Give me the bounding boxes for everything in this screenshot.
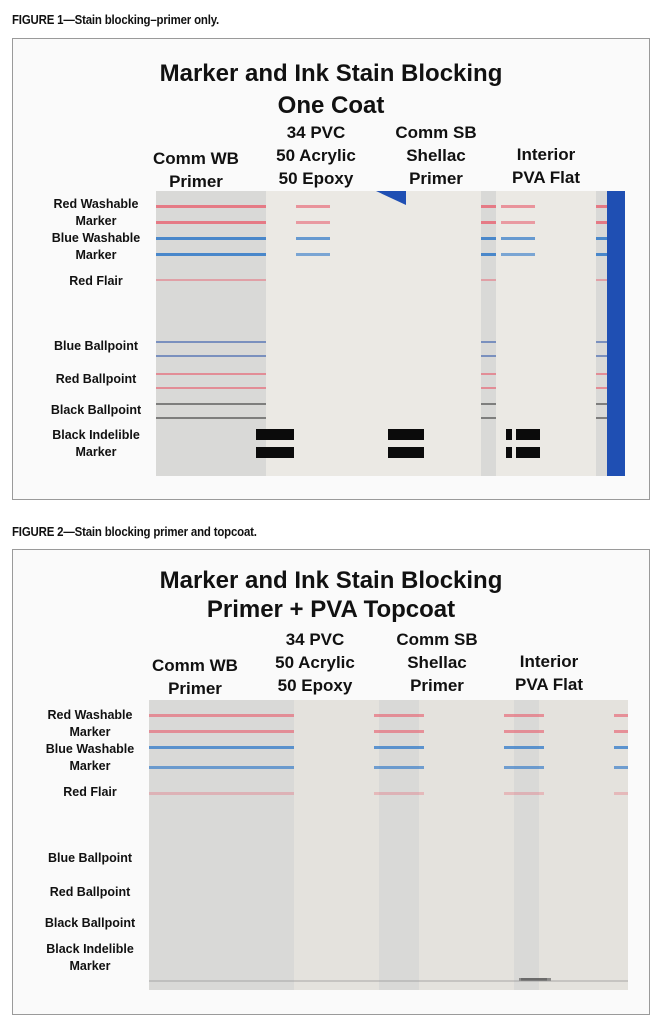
fig2-coated-band xyxy=(419,700,514,990)
figure2-stain-panel xyxy=(149,700,628,990)
figure1-caption-label: FIGURE 1 xyxy=(12,12,64,27)
fig2-row-label-red-flair: Red Flair xyxy=(63,785,117,799)
figure2-caption xyxy=(12,524,257,539)
fig1-row-label-red-flair: Red Flair xyxy=(69,274,123,288)
fig1-indelible-mark xyxy=(506,447,512,458)
figure2-caption-text: —Stain blocking primer and topcoat. xyxy=(63,524,257,539)
figure1-caption-text: —Stain blocking–primer only. xyxy=(63,12,220,27)
fig1-indelible-mark xyxy=(506,429,512,440)
fig1-column-header-4: Interior PVA Flat xyxy=(511,145,580,187)
fig2-row-label-red-washable: Red Washable Marker xyxy=(47,708,133,739)
fig2-stain-line xyxy=(614,766,628,769)
fig1-bleed-line xyxy=(296,205,330,208)
fig2-stain-line xyxy=(149,746,294,749)
fig2-coated-band xyxy=(539,700,628,990)
fig1-indelible-mark xyxy=(388,429,424,440)
fig2-row-label-black-ballpoint: Black Ballpoint xyxy=(44,916,136,930)
fig1-row-label-red-ballpoint: Red Ballpoint xyxy=(55,372,137,386)
fig2-stain-line xyxy=(374,766,424,769)
fig2-stain-line xyxy=(504,766,544,769)
fig2-stain-line xyxy=(614,714,628,717)
figure2-caption-label: FIGURE 2 xyxy=(12,524,64,539)
fig2-bottom-line xyxy=(149,980,628,982)
fig1-blue-tape xyxy=(607,191,625,476)
fig2-stain-line xyxy=(374,714,424,717)
fig2-stain-line xyxy=(614,730,628,733)
fig1-bleed-line xyxy=(296,253,330,256)
fig1-bleed-line xyxy=(501,221,535,224)
fig1-indelible-mark xyxy=(256,429,264,440)
fig2-stain-line xyxy=(504,746,544,749)
fig2-stain-line xyxy=(149,792,294,795)
figure1-stain-panel xyxy=(156,191,625,476)
fig2-row-label-red-ballpoint: Red Ballpoint xyxy=(49,885,131,899)
fig2-row-label-blue-ballpoint: Blue Ballpoint xyxy=(47,851,133,865)
fig2-column-header-1: Comm WB Primer xyxy=(152,656,238,698)
fig2-column-header-3: Comm SB Shellac Primer xyxy=(396,630,478,695)
fig2-stain-line xyxy=(504,792,544,795)
fig2-stain-line xyxy=(149,730,294,733)
figure1-title-line1: Marker and Ink Stain Blocking xyxy=(159,60,503,87)
figure2-title-line1: Marker and Ink Stain Blocking xyxy=(159,567,503,594)
figure1-frame xyxy=(12,38,650,500)
fig1-row-label-black-indelible: Black Indelible Marker xyxy=(52,428,140,459)
figure1-caption xyxy=(12,12,219,27)
fig1-row-label-blue-washable: Blue Washable Marker xyxy=(51,231,141,262)
fig1-bleed-line xyxy=(501,237,535,240)
figure2-title-line2: Primer + PVA Topcoat xyxy=(206,596,456,623)
fig1-column-header-3: Comm SB Shellac Primer xyxy=(395,123,477,188)
fig2-column-header-2: 34 PVC 50 Acrylic 50 Epoxy xyxy=(275,630,355,695)
fig2-stain-line xyxy=(614,792,628,795)
fig1-bleed-line xyxy=(501,205,535,208)
fig2-stain-line xyxy=(374,746,424,749)
figure1-title-line2: One Coat xyxy=(277,92,385,119)
fig2-column-header-4: Interior PVA Flat xyxy=(514,652,583,694)
fig1-row-label-red-washable: Red Washable Marker xyxy=(53,197,139,228)
fig1-row-label-black-ballpoint: Black Ballpoint xyxy=(50,403,142,417)
fig2-stain-line xyxy=(504,714,544,717)
fig1-blue-tape-corner xyxy=(376,191,406,205)
fig1-column-header-1: Comm WB Primer xyxy=(153,149,239,191)
fig2-stain-line xyxy=(374,730,424,733)
fig2-stain-line xyxy=(374,792,424,795)
fig1-column-header-2: 34 PVC 50 Acrylic 50 Epoxy xyxy=(276,123,356,188)
fig2-coated-band xyxy=(294,700,379,990)
fig1-row-label-blue-ballpoint: Blue Ballpoint xyxy=(53,339,139,353)
fig2-stain-line xyxy=(614,746,628,749)
fig1-bleed-line xyxy=(501,253,535,256)
fig2-stain-line xyxy=(149,766,294,769)
figure2-frame xyxy=(12,549,650,1015)
fig1-indelible-mark xyxy=(256,447,264,458)
fig1-bleed-line xyxy=(296,237,330,240)
fig1-indelible-mark xyxy=(388,447,424,458)
fig2-row-label-blue-washable: Blue Washable Marker xyxy=(45,742,135,773)
fig1-indelible-mark xyxy=(516,429,540,440)
fig1-indelible-mark xyxy=(516,447,540,458)
fig2-stain-line xyxy=(504,730,544,733)
fig2-stain-line xyxy=(149,714,294,717)
fig2-row-label-black-indelible: Black Indelible Marker xyxy=(46,942,134,973)
fig1-bleed-line xyxy=(296,221,330,224)
